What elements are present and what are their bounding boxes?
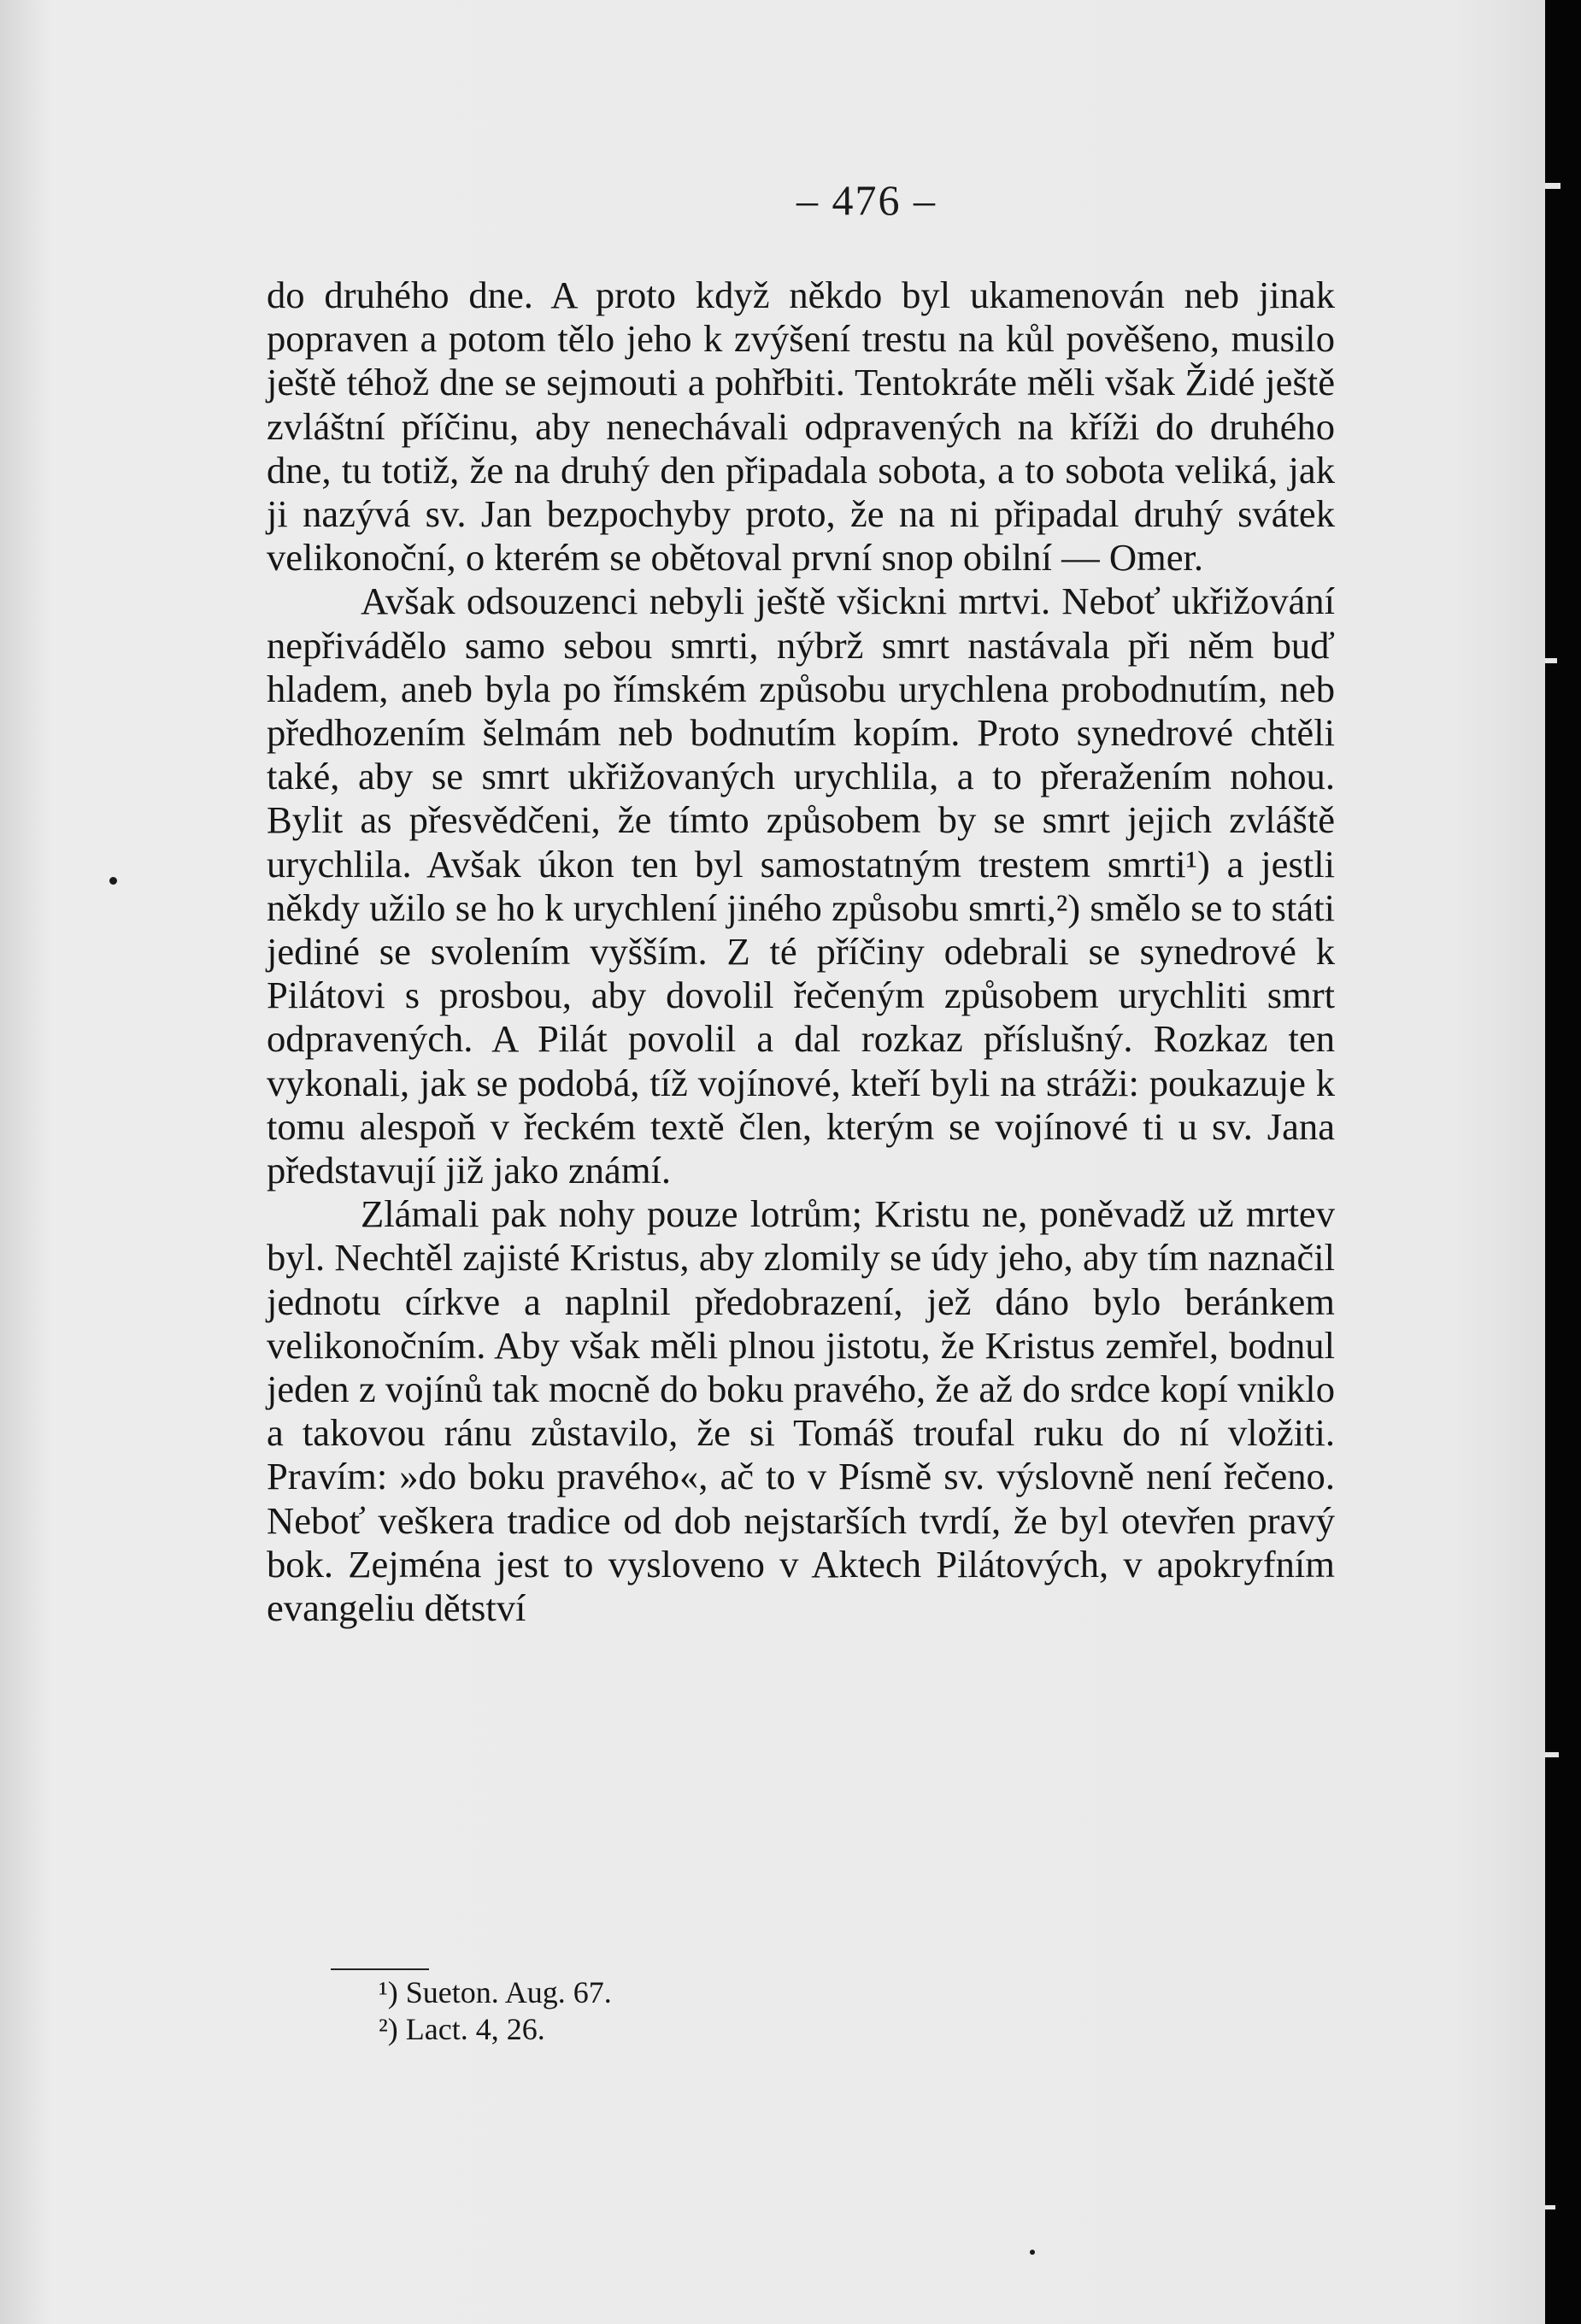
footnote-1: ¹) Sueton. Aug. 67. xyxy=(379,1975,612,2009)
edge-mark xyxy=(1545,658,1557,663)
body-text xyxy=(267,274,1335,1630)
ink-speck xyxy=(109,877,117,885)
page-edge-shadow xyxy=(1545,0,1581,2324)
footnotes xyxy=(379,1974,612,2048)
ink-speck xyxy=(1030,2250,1035,2255)
edge-mark xyxy=(1545,183,1560,189)
edge-mark xyxy=(1545,2205,1555,2209)
page-number: – 476 – xyxy=(796,176,937,224)
footnote-divider xyxy=(331,1968,429,1970)
paragraph-2: Avšak odsouzenci nebyli ještě všickni mrtvi. Neboť ukřižování nepřivádělo samo sebou smrti, nýbrž smrt nastávala při něm buď hladem, aneb byla po římském způsobu urychlena probodnutím, neb předhozením šelmám neb bodnutím kopím. Proto synedrové chtěli také, aby se smrt ukřižovaných urychlila, a to přeražením nohou. Bylit as přesvědčeni, že tímto způsobem by se smrt jejich zvláště urychlila. Avšak úkon ten byl samostatným trestem smrti¹) a jestli někdy užilo se ho k urychlení jiného způsobu smrti,²) smělo se to státi jediné se svolením vyšším. Z té příčiny odebrali se synedrové k Pilátovi s prosbou, aby dovolil řečeným způsobem urychliti smrt odpravených. A Pilát povolil a dal rozkaz příslušný. Rozkaz ten vykonali, jak se podobá, tíž vojínové, kteří byli na stráži: poukazuje k tomu alespoň v řeckém textě člen, kterým se vojínové ti u sv. Jana představují již jako známí. xyxy=(267,580,1335,1192)
paragraph-3: Zlámali pak nohy pouze lotrům; Kristu ne, poněvadž už mrtev byl. Nechtěl zajisté Kristus, aby zlomily se údy jeho, aby tím naznačil jednotu církve a naplnil předobrazení, jež dáno bylo beránkem velikonočním. Aby však měli plnou jistotu, že Kristus zemřel, bodnul jeden z vojínů tak mocně do boku pravého, že až do srdce kopí vniklo a takovou ránu zůstavilo, že si Tomáš troufal ruku do ní vložiti. Pravím: »do boku pravého«, ač to v Písmě sv. výslovně není řečeno. Neboť veškera tradice od dob nejstarších tvrdí, že byl otevřen pravý bok. Zejména jest to vysloveno v Aktech Pilátových, v apokryfním evangeliu dětství xyxy=(267,1192,1335,1630)
edge-mark xyxy=(1545,1752,1559,1757)
paragraph-1: do druhého dne. A proto když někdo byl ukamenován neb jinak popraven a potom tělo jeho k zvýšení trestu na kůl pověšeno, musilo ještě téhož dne se sejmouti a pohřbiti. Tentokráte měli však Židé ještě zvláštní příčinu, aby nenechávali odpravených na kříži do druhého dne, tu totiž, že na druhý den připadala sobota, a to sobota veliká, jak ji nazývá sv. Jan bezpochyby proto, že na ni připadal druhý svátek velikonoční, o kterém se obětoval první snop obilní — Omer. xyxy=(267,274,1335,580)
footnote-2: ²) Lact. 4, 26. xyxy=(379,2012,545,2046)
